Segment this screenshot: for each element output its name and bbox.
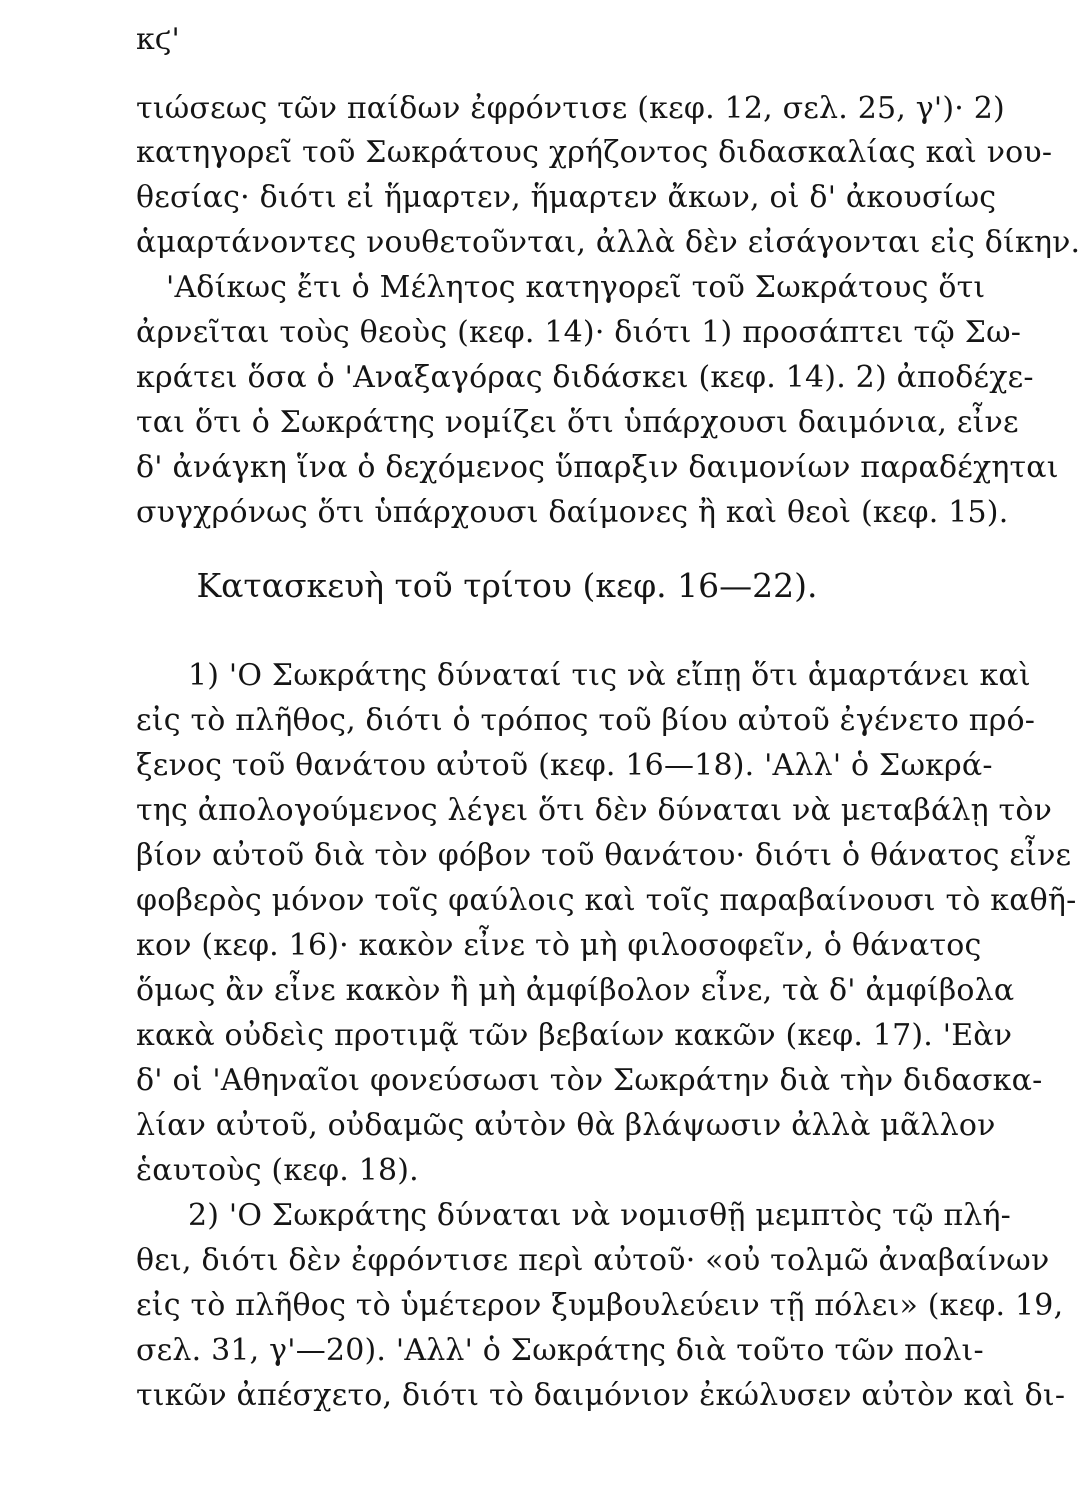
text-line: σελ. 31, γ'—20). 'Αλλ' ὁ Σωκράτης διὰ τοῦτο τῶν πολι-: [136, 1333, 984, 1368]
text-line: ται ὅτι ὁ Σωκράτης νομίζει ὅτι ὑπάρχουσι δαιμόνια, εἶνε: [136, 405, 1019, 440]
text-line: ξενος τοῦ θανάτου αὐτοῦ (κεφ. 16—18). 'Αλλ' ὁ Σωκρά-: [136, 748, 993, 783]
text-line: ἁμαρτάνοντες νουθετοῦνται, ἀλλὰ δὲν εἰσάγονται εἰς δίκην.: [136, 225, 1080, 260]
text-line: της ἀπολογούμενος λέγει ὅτι δὲν δύναται νὰ μεταβάλῃ τὸν: [136, 793, 1053, 828]
text-line: 1) 'Ο Σωκράτης δύναταί τις νὰ εἴπῃ ὅτι ἁμαρτάνει καὶ: [188, 658, 1031, 693]
text-line: φοβερὸς μόνον τοῖς φαύλοις καὶ τοῖς παραβαίνουσι τὸ καθῆ-: [136, 883, 1077, 918]
section-heading: Κατασκευὴ τοῦ τρίτου (κεφ. 16—22).: [196, 566, 818, 605]
text-line: θει, διότι δὲν ἐφρόντισε περὶ αὐτοῦ· «οὐ τολμῶ ἀναβαίνων: [136, 1243, 1050, 1278]
text-line: κατηγορεῖ τοῦ Σωκράτους χρήζοντος διδασκαλίας καὶ νου-: [136, 135, 1053, 170]
text-line: κον (κεφ. 16)· κακὸν εἶνε τὸ μὴ φιλοσοφεῖν, ὁ θάνατος: [136, 928, 982, 963]
page-number: κϛ': [136, 22, 180, 57]
text-line: δ' οἱ 'Αθηναῖοι φονεύσωσι τὸν Σωκράτην διὰ τὴν διδασκα-: [136, 1063, 1043, 1098]
text-line: ἑαυτοὺς (κεφ. 18).: [136, 1153, 419, 1188]
text-line: θεσίας· διότι εἰ ἥμαρτεν, ἥμαρτεν ἄκων, οἱ δ' ἀκουσίως: [136, 180, 997, 215]
text-line: 2) 'Ο Σωκράτης δύναται νὰ νομισθῇ μεμπτὸς τῷ πλή-: [188, 1198, 1012, 1233]
text-line: ὅμως ἂν εἶνε κακὸν ἢ μὴ ἀμφίβολον εἶνε, τὰ δ' ἀμφίβολα: [136, 973, 1015, 1008]
text-line: βίον αὐτοῦ διὰ τὸν φόβον τοῦ θανάτου· διότι ὁ θάνατος εἶνε: [136, 838, 1072, 873]
text-line: λίαν αὐτοῦ, οὐδαμῶς αὐτὸν θὰ βλάψωσιν ἀλλὰ μᾶλλον: [136, 1108, 996, 1143]
text-line: 'Αδίκως ἔτι ὁ Μέλητος κατηγορεῖ τοῦ Σωκράτους ὅτι: [166, 270, 986, 305]
text-line: κράτει ὅσα ὁ 'Αναξαγόρας διδάσκει (κεφ. 14). 2) ἀποδέχε-: [136, 360, 1034, 395]
text-line: ἀρνεῖται τοὺς θεοὺς (κεφ. 14)· διότι 1) προσάπτει τῷ Σω-: [136, 315, 1022, 350]
text-line: εἰς τὸ πλῆθος τὸ ὑμέτερον ξυμβουλεύειν τῇ πόλει» (κεφ. 19,: [136, 1288, 1064, 1323]
text-line: εἰς τὸ πλῆθος, διότι ὁ τρόπος τοῦ βίου αὐτοῦ ἐγένετο πρό-: [136, 703, 1036, 738]
text-line: συγχρόνως ὅτι ὑπάρχουσι δαίμονες ἢ καὶ θεοὶ (κεφ. 15).: [136, 495, 1009, 530]
text-line: τικῶν ἀπέσχετο, διότι τὸ δαιμόνιον ἐκώλυσεν αὐτὸν καὶ δι-: [136, 1378, 1066, 1413]
text-line: κακὰ οὐδεὶς προτιμᾷ τῶν βεβαίων κακῶν (κεφ. 17). 'Εὰν: [136, 1018, 1013, 1053]
text-line: δ' ἀνάγκη ἵνα ὁ δεχόμενος ὕπαρξιν δαιμονίων παραδέχηται: [136, 450, 1059, 485]
text-line: τιώσεως τῶν παίδων ἐφρόντισε (κεφ. 12, σελ. 25, γ')· 2): [136, 91, 1005, 126]
